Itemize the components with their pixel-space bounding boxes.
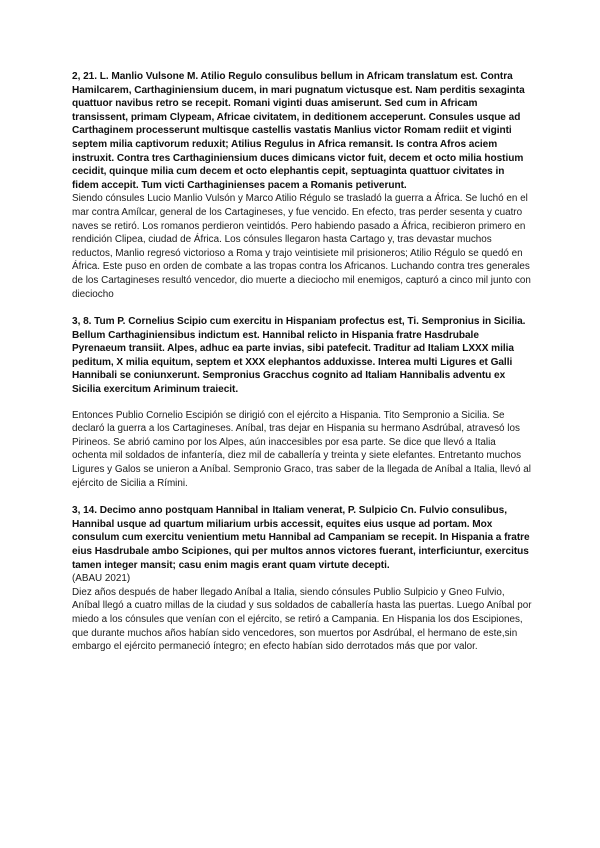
passage-3-8	[72, 315, 532, 490]
latin-text: 3, 14. Decimo anno postquam Hannibal in Italiam venerat, P. Sulpicio Cn. Fulvio consulibus, Hannibal usque ad quartum miliarium urbis accessit, equites eius usque ad portam. Mox consulum cum exercitu venientium metu Hannibal ad Campaniam se recepit. In Hispania a fratre eius Hasdrubale ambo Scipiones, qui per multos annos victores fuerant, interficiuntur, exercitus tamen integer mansit; casu enim magis erant quam virtute decepti.	[72, 505, 530, 571]
spanish-translation: Entonces Publio Cornelio Escipión se dirigió con el ejército a Hispania. Tito Sempronio a Sicilia. Se declaró la guerra a los Cartagineses. Aníbal, tras dejar en Hispania su hermano Asdrúbal, atravesó los Pirineos. Se abrió camino por los Alpes, aún inaccesibles por esa parte. Se dice que llevó a Italia ochenta mil soldados de infantería, diez mil de caballería y treinta y siete elefantes. Entretanto muchos Ligures y Galos se unieron a Aníbal. Sempronio Graco, tras saber de la llegada de Aníbal a Italia, llevó al ejército de Sicilia a Rímini.	[72, 409, 531, 489]
latin-text: 3, 8. Tum P. Cornelius Scipio cum exercitu in Hispaniam profectus est, Ti. Sempronius in Sicilia. Bellum Carthaginiensibus indictum est. Hannibal relicto in Hispania fratre Hasdrubale Pyrenaeum transiit. Alpes, adhuc ea parte invias, sibi patefecit. Traditur ad Italiam LXXX milia peditum, X milia equitum, septem et XXX elephantos adduxisse. Interea multi Ligures et Galli Hannibali se coniunxerunt. Sempronius Gracchus cognito ad Italiam Hannibalis adventu ex Sicilia exercitum Ariminum traiecit.	[72, 316, 526, 396]
passage-3-14	[72, 504, 532, 654]
spanish-translation: Siendo cónsules Lucio Manlio Vulsón y Marco Atilio Régulo se trasladó la guerra a África. Se luchó en el mar contra Amílcar, general de los Cartagineses, y fue vencido. En efecto, tras perder sesenta y cuatro naves se retiró. Los romanos perdieron veintidós. Pero habiendo pasado a África, recibieron primero en rendición Clipea, ciudad de África. Los cónsules llegaron hasta Cartago y, tras devastar muchos reductos, Manlio regresó victorioso a Roma y trajo veintisiete mil prisioneros; Atilio Régulo se quedó en África. Este puso en orden de combate a las tropas contra los Africanos. Luchando contra tres generales de los Cartagineses resultó vencedor, dio muerte a dieciocho mil enemigos, capturó a cinco mil junto con dieciocho	[72, 193, 531, 300]
document-page	[72, 70, 532, 654]
exam-note: (ABAU 2021)	[72, 573, 131, 585]
passage-2-21	[72, 70, 532, 301]
spanish-translation: Diez años después de haber llegado Aníbal a Italia, siendo cónsules Publio Sulpicio y Gneo Fulvio, Aníbal llegó a cuatro millas de la ciudad y sus soldados de caballería hasta las puertas. Luego Aníbal por miedo a los cónsules que venían con el ejército, se retiró a Campania. En Hispania los dos Escipiones, que durante muchos años habían sido vencedores, son muertos por Asdrúbal, el hermano de este,sin embargo el ejército permaneció íntegro; en efecto habían sido derrotados más que por valor.	[72, 586, 532, 653]
latin-text: 2, 21. L. Manlio Vulsone M. Atilio Regulo consulibus bellum in Africam translatum est. Contra Hamilcarem, Carthaginiensium ducem, in mari pugnatum victusque est. Nam perditis sexaginta quattuor navibus retro se recepit. Romani viginti duas amiserunt. Sed cum in Africam transissent, primam Clypeam, Africae civitatem, in deditionem acceperunt. Consules usque ad Carthaginem processerunt multisque castellis vastatis Manlius victor Romam rediit et viginti septem milia captivorum reduxit; Atilius Regulus in Africa remansit. Is contra Afros aciem instruxit. Contra tres Carthaginiensium duces dimicans victor fuit, decem et octo milia hostium cecidit, quinque milia cum decem et octo elephantis cepit, septuaginta quattuor civitates in fidem accepit. Tum victi Carthaginienses pacem a Romanis petiverunt.	[72, 71, 525, 191]
